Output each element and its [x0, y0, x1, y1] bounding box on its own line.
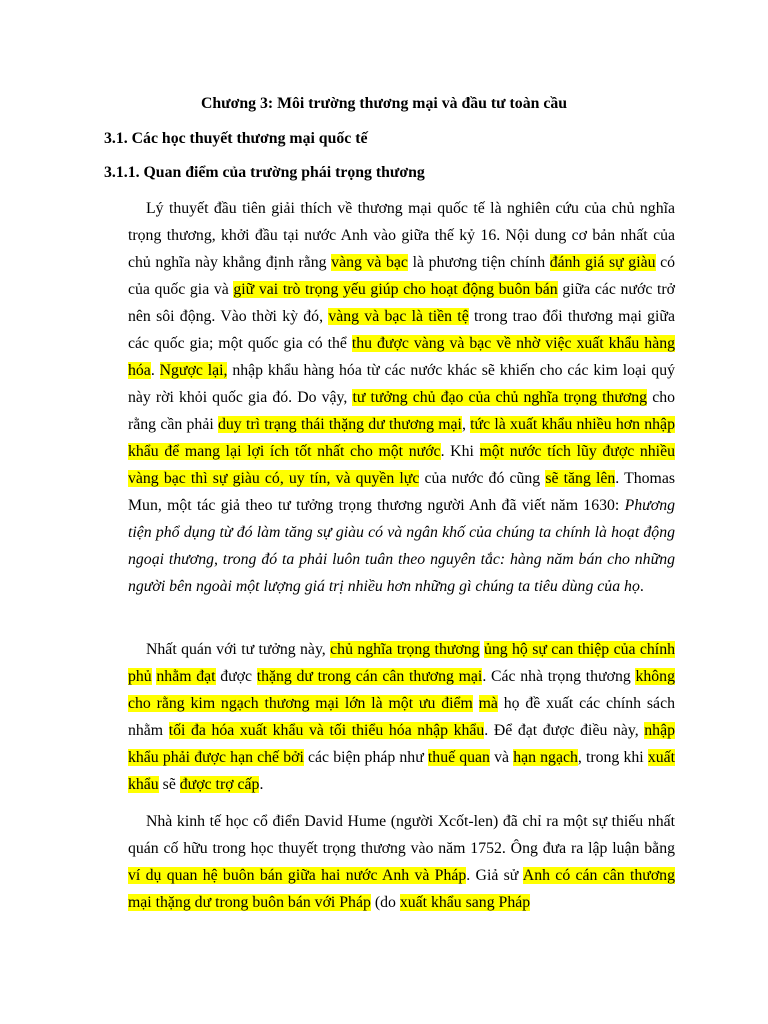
paragraph-3 [128, 808, 675, 916]
highlighted-text: ủng hộ sự can thiệp của chính phủ [128, 641, 675, 685]
text-run: Lý thuyết đầu tiên giải thích về thương mại quốc tế là nghiên cứu của chủ nghĩa trọng thương, khởi đầu tại nước Anh vào giữa thế kỷ 16. Nội dung cơ bản nhất của chủ nghĩa này khẳng định rằng [128, 200, 675, 271]
highlighted-text: vàng và bạc là tiền tệ [328, 308, 469, 325]
highlighted-text: hạn ngạch [513, 749, 578, 766]
highlighted-text: ví dụ quan hệ buôn bán giữa hai nước Anh và Pháp [128, 867, 467, 884]
text-run: giữa các nước trở nên sôi động. Vào thời kỳ đó, [128, 281, 675, 325]
highlighted-text: chủ nghĩa trọng thương [330, 641, 480, 658]
text-run: Nhất quán với tư tưởng này, [146, 641, 331, 658]
highlighted-text: tư tưởng chủ đạo của chủ nghĩa trọng thương [352, 389, 648, 406]
highlighted-text: duy trì trạng thái thặng dư thương mại [217, 416, 462, 433]
text-run: . Thomas Mun, một tác giả theo tư tưởng trọng thương người Anh đã viết năm 1630: [128, 470, 675, 514]
highlighted-text: một nước tích lũy được nhiều vàng bạc thì sự giàu có, uy tín, và quyền lực [128, 443, 675, 487]
text-run: . Các nhà trọng thương [482, 668, 636, 685]
text-run: có của quốc gia và [128, 254, 676, 298]
text-run: . Khi [440, 443, 480, 460]
text-run: được [215, 668, 257, 685]
text-run: . [639, 578, 644, 595]
highlighted-text: không cho rằng kim ngạch thương mại lớn là một ưu điểm [128, 668, 675, 712]
text-run: Nhà kinh tế học cổ điển David Hume (người Xcốt-len) đã chỉ ra một sự thiếu nhất quán cố hữu trong học thuyết trọng thương vào năm 1752. Ông đưa ra lập luận bằng [128, 813, 675, 857]
chapter-title: Chương 3: Môi trường thương mại và đầu tư toàn cầu [200, 95, 568, 112]
highlighted-text: nhập khẩu phải được hạn chế bởi [128, 722, 675, 766]
highlighted-text: mà [478, 695, 498, 712]
section-heading: 3.1. Các học thuyết thương mại quốc tế [104, 130, 368, 147]
highlighted-text: sẽ tăng lên [545, 470, 616, 487]
text-run: cho rằng cần phải [128, 389, 675, 433]
highlighted-text: giữ vai trò trọng yếu giúp cho hoạt động buôn bán [233, 281, 558, 298]
highlighted-text: thuế quan [427, 749, 490, 766]
highlighted-text: được trợ cấp [179, 776, 260, 793]
paragraph-2 [128, 636, 675, 798]
text-run: . [259, 776, 264, 793]
highlighted-text: thu được vàng và bạc về nhờ việc xuất khẩu hàng hóa [128, 335, 675, 379]
highlighted-text: thặng dư trong cán cân thương mại [256, 668, 483, 685]
highlighted-text: nhằm đạt [156, 668, 216, 685]
text-run: các biện pháp như [303, 749, 428, 766]
highlighted-text: xuất khẩu [128, 749, 676, 793]
quotation-text: Phương tiện phổ dụng từ đó làm tăng sự giàu có và ngân khố của chúng ta chính là hoạt động ngoại thương, trong đó ta phải luôn tuân theo nguyên tắc: hàng năm bán cho những người bên ngoài một lượng giá trị nhiều hơn những gì chúng ta tiêu dùng của họ [128, 497, 675, 595]
text-run: của nước đó cũng [419, 470, 546, 487]
text-run [473, 695, 479, 712]
text-run: là phương tiện chính [407, 254, 550, 271]
text-run: , [461, 416, 471, 433]
text-run: trong trao đổi thương mại giữa các quốc gia; một quốc gia có thể [128, 308, 675, 352]
subsection-heading: 3.1.1. Quan điểm của trường phái trọng thương [104, 164, 425, 181]
highlighted-text: Ngược lại, [159, 362, 228, 379]
text-run: (do [370, 894, 400, 911]
highlighted-text: đánh giá sự giàu [549, 254, 656, 271]
text-run: . Để đạt được điều này, [484, 722, 645, 739]
text-run: , trong khi [577, 749, 648, 766]
highlighted-text: xuất khẩu sang Pháp [399, 894, 531, 911]
highlighted-text: tối đa hóa xuất khẩu và tối thiểu hóa nhập khẩu [168, 722, 485, 739]
highlighted-text: tức là xuất khẩu nhiều hơn nhập khẩu để mang lại lợi ích tốt nhất cho một nước [128, 416, 675, 460]
text-run: . [150, 362, 160, 379]
highlighted-text: vàng và bạc [331, 254, 408, 271]
highlighted-text: Anh có cán cân thương mại thặng dư trong buôn bán với Pháp [128, 867, 675, 911]
text-run: . Giả sử [466, 867, 523, 884]
text-run: sẽ [158, 776, 180, 793]
text-run: họ đề xuất các chính sách nhằm [128, 695, 675, 739]
text-run: và [489, 749, 514, 766]
paragraph-1 [128, 195, 675, 600]
text-run: nhập khẩu hàng hóa từ các nước khác sẽ khiến cho các kim loại quý này rời khỏi quốc gia đó. Do vậy, [128, 362, 675, 406]
